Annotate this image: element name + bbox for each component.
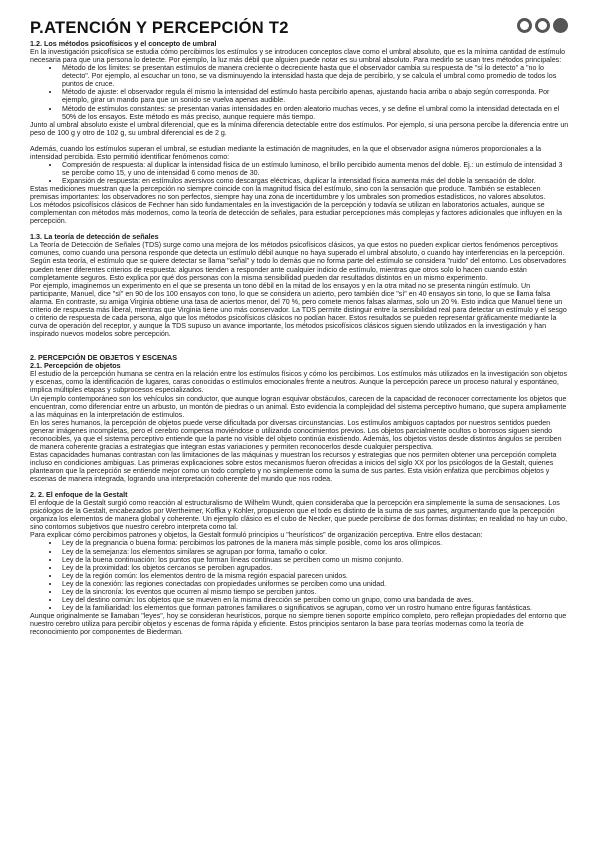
paragraph: En la investigación psicofísica se estudia cómo percibimos los estímulos y se introducen conceptos clave como el umbral absoluto, que es la mínima cantidad de estímulo necesaria para que una persona lo detecte. Por ejemplo, la luz más débil que alguien puede notar es su umbral absoluto. Para medirlo se usan tres métodos principales: [30, 48, 566, 65]
section-heading: 1.3. La teoría de detección de señales [30, 232, 159, 242]
list-item: • Ley de la conexión: las regiones conectadas con propiedades uniformes se perciben como una unidad. [60, 580, 570, 588]
circle-filled-icon [553, 18, 568, 33]
paragraph: En los seres humanos, la percepción de objetos puede verse dificultada por diversas circunstancias. Los estímulos ambiguos captados por nuestros sentidos pueden generar imágenes incompletas, pero el cerebro compensa moviéndose o utilizando conocimientos previos. Los objetos parcialmente ocultos o borrosos siguen siendo reconocibles, ya que el sistema perceptivo entiende que la parte no visible del objeto continúa existiendo. Además, los objetos vistos desde distintos ángulos se perciben de manera coherente gracias a estrategias que integran estas variaciones y permiten reconocerlos desde cualquier perspectiva. [30, 418, 562, 451]
list-item: • Compresión de respuesta: al duplicar la intensidad física de un estímulo luminoso, el brillo percibido aumenta menos del doble. Ej.: un estímulo de intensidad 3 se percibe como 15, y uno de intensidad 6 como menos de 30. [60, 161, 570, 177]
page-title: P.ATENCIÓN Y PERCEPCIÓN T2 [30, 19, 289, 37]
section-heading: 2. PERCEPCIÓN DE OBJETOS Y ESCENAS [30, 352, 177, 362]
paragraph: Además, cuando los estímulos superan el umbral, se estudian mediante la estimación de magnitudes, en la que el observador asigna números proporcionales a la intensidad percibida. Esto permitió identificar fenómenos como: [30, 144, 542, 161]
paragraph: La Teoría de Detección de Señales (TDS) surge como una mejora de los métodos psicofísicos clásicos, ya que estos no pueden explicar ciertos fenómenos perceptivos comunes, como cuando una persona responde que detecta un estímulo débil aunque no haya superado el umbral absoluto, o cuando hay interferencias en la percepción. Según esta teoría, el estímulo que se quiere detectar se llama "señal" y todo lo demás que no forma parte del estímulo se considera "ruido" del entorno. Los observadores pueden tener diferentes criterios de respuesta: algunos tienden a responder ante cualquier indicio de estímulo, mientras que otros solo lo hacen cuando están completamente seguros. Esto explica por qué dos personas con la misma sensibilidad pueden dar resultados distintos en un mismo experimento. [30, 241, 567, 282]
bullet-list [30, 539, 570, 611]
paragraph: Un ejemplo contemporáneo son los vehículos sin conductor, que aunque logran esquivar obstáculos, carecen de la capacidad de reconocer correctamente los objetos que encuentran, como diferenciar entre un arbusto, un montón de piedras o un animal. Esto evidencia la complejidad del sistema perceptivo humano, que supera ampliamente a las máquinas en la interpretación de estímulos. [30, 394, 567, 419]
page-header [30, 0, 570, 40]
list-item: • Método de los límites: se presentan estímulos de manera creciente o decreciente hasta que el observador cambia su respuesta de "sí lo detecto" a "no lo detecto". Por ejemplo, al escuchar un tono, se va disminuyendo la intensidad hasta que deja de percibirlo, y se calcula el umbral como promedio de todos los puntos de cruce. [60, 64, 570, 88]
list-item: • Ley de la proximidad: los objetos cercanos se perciben agrupados. [60, 564, 570, 572]
bullet-list [30, 64, 570, 120]
section-heading: 1.2. Los métodos psicofísicos y el concepto de umbral [30, 39, 217, 48]
circle-outline-icon [535, 18, 550, 33]
list-item: • Ley de la sincronía: los eventos que ocurren al mismo tiempo se perciben juntos. [60, 588, 570, 596]
paragraph: Junto al umbral absoluto existe el umbral diferencial, que es la mínima diferencia detectable entre dos estímulos. Por ejemplo, si una persona percibe la diferencia entre un peso de 100 g y otro de 102 g, su umbral diferencial es de 2 g. [30, 120, 569, 137]
paragraph: Para explicar cómo percibimos patrones y objetos, la Gestalt formuló principios u "heurísticos" de organización perceptiva. Entre ellos destacan: [30, 531, 483, 540]
bullet-list [30, 161, 570, 185]
paragraph: Los métodos psicofísicos clásicos de Fechner han sido fundamentales en la investigación de la percepción y todavía se utilizan en laboratorios actuales, aunque se complementan con métodos más modernos, como la teoría de detección de señales, para estudiar percepciones más complejas y factores adicionales que influyen en la percepción. [30, 201, 562, 226]
section-2 [30, 354, 570, 483]
list-item: • Método de estímulos constantes: se presentan varias intensidades en orden aleatorio muchas veces, y se define el umbral como la intensidad detectada en el 50% de los ensayos. Este método es más preciso, aunque requiere más tiempo. [60, 105, 570, 121]
paragraph: Estas mediciones muestran que la percepción no siempre coincide con la magnitud física del estímulo, sino con la sensación que produce. También se establecen premisas importantes: los observadores no son perfectos, siempre hay una zona de incertidumbre y los umbrales son promedios estadísticos, no valores absolutos. [30, 184, 546, 201]
section-2-2 [30, 491, 570, 636]
circle-outline-icon [517, 18, 532, 33]
paragraph: El estudio de la percepción humana se centra en la relación entre los estímulos físicos y cómo los percibimos. Los estímulos más utilizados en la investigación son objetos y escenas, como la identificación de lugares, caras conocidas o estímulos emocionales frente a neutros. Aunque la percepción parece un proceso natural y espontáneo, implica múltiples etapas y subprocesos especializados. [30, 370, 568, 395]
section-1-3 [30, 233, 570, 338]
list-item: • Expansión de respuesta: en estímulos aversivos como descargas eléctricas, duplicar la intensidad física aumenta más del doble la sensación de dolor. [60, 177, 570, 185]
paragraph: Aunque originalmente se llamaban "leyes", hoy se consideran heurísticos, porque no siempre tienen soporte empírico completo, pero reflejan propiedades del entorno que nuestro cerebro utiliza para percibir objetos y escenas de forma rápida y eficiente. Estos principios sentaron la base para teorías modernas como la teoría de reconocimiento por componentes de Biederman. [30, 611, 567, 636]
section-1-2 [30, 40, 570, 225]
document-body [30, 40, 570, 636]
list-item: • Ley de la región común: los elementos dentro de la misma región espacial parecen unidos. [60, 572, 570, 580]
list-item: • Ley de la buena continuación: los puntos que forman líneas continuas se perciben como un mismo conjunto. [60, 556, 570, 564]
list-item: • Ley de la semejanza: los elementos similares se agrupan por forma, tamaño o color. [60, 548, 570, 556]
paragraph: Por ejemplo, imaginemos un experimento en el que se presenta un tono débil en la mitad de los ensayos y en la otra mitad no se presenta ningún estímulo. Un participante, Manuel, dice "sí" en 90 de los 100 ensayos con tono, lo que se considera un acierto, pero también dice "sí" en 40 ensayos sin tono, lo que se llama falsa alarma. En contraste, su amiga Virginia obtiene una tasa de aciertos menor, del 70 %, pero comete menos falsas alarmas, solo un 20 %. Esto indica que Manuel tiene un criterio de respuesta más liberal, mientras que Virginia tiene uno más conservador. La TDS permite distinguir entre la sensibilidad real para detectar un estímulo y el sesgo o criterio de respuesta de cada persona, algo que los métodos psicofísicos clásicos no podían hacer. Estos resultados se pueden representar gráficamente mediante la curva de operación del receptor, y aunque la TDS supuso un avance importante, los métodos psicofísicos clásicos siguen siendo utilizados en la investigación y han inspirado nuevos modelos sobre percepción. [30, 281, 567, 338]
list-item: • Método de ajuste: el observador regula él mismo la intensidad del estímulo hasta percibirlo apenas, ajustando hacia arriba o abajo según corresponda. Por ejemplo, girar un mando para que un sonido se vuelva apenas audible. [60, 88, 570, 104]
subsection-heading: 2.1. Percepción de objetos [30, 361, 121, 371]
list-item: • Ley del destino común: los objetos que se mueven en la misma dirección se perciben como un grupo, como una bandada de aves. [60, 596, 570, 604]
paragraph: El enfoque de la Gestalt surgió como reacción al estructuralismo de Wilhelm Wundt, quien consideraba que la percepción era simplemente la suma de sensaciones. Los psicólogos de la Gestalt, encabezados por Wertheimer, Koffka y Kohler, propusieron que el todo es distinto de la suma de sus partes, argumentando que la percepción organiza los elementos de manera global y coherente. Un ejemplo clásico es el cubo de Necker, que puede percibirse de dos formas distintas; en realidad no hay un cubo, sino contornos subjetivos que nuestro cerebro interpreta como tal. [30, 499, 568, 532]
list-item: • Ley de la familiaridad: los elementos que forman patrones familiares o significativos se agrupan, como ver un rostro humano entre figuras fantásticas. [60, 604, 570, 612]
section-heading: 2. 2. El enfoque de la Gestalt [30, 490, 128, 500]
list-item: • Ley de la pregnancia o buena forma: percibimos los patrones de la manera más simple posible, como los aros olímpicos. [60, 539, 570, 547]
header-decoration [517, 18, 568, 33]
paragraph: Estas capacidades humanas contrastan con las limitaciones de las máquinas y muestran los recursos y estrategias que nos permiten obtener una percepción completa incluso en condiciones ambiguas. Las primeras explicaciones sobre estos mecanismos fueron ofrecidas a inicios del siglo XX por los psicólogos de la Gestalt, quienes plantearon que la percepción se entiende mejor como un todo completo y no simplemente como la suma de sus partes. Esta visión enfatiza que percibimos objetos y escenas de manera integrada, logrando una interpretación coherente del mundo que nos rodea. [30, 450, 557, 483]
